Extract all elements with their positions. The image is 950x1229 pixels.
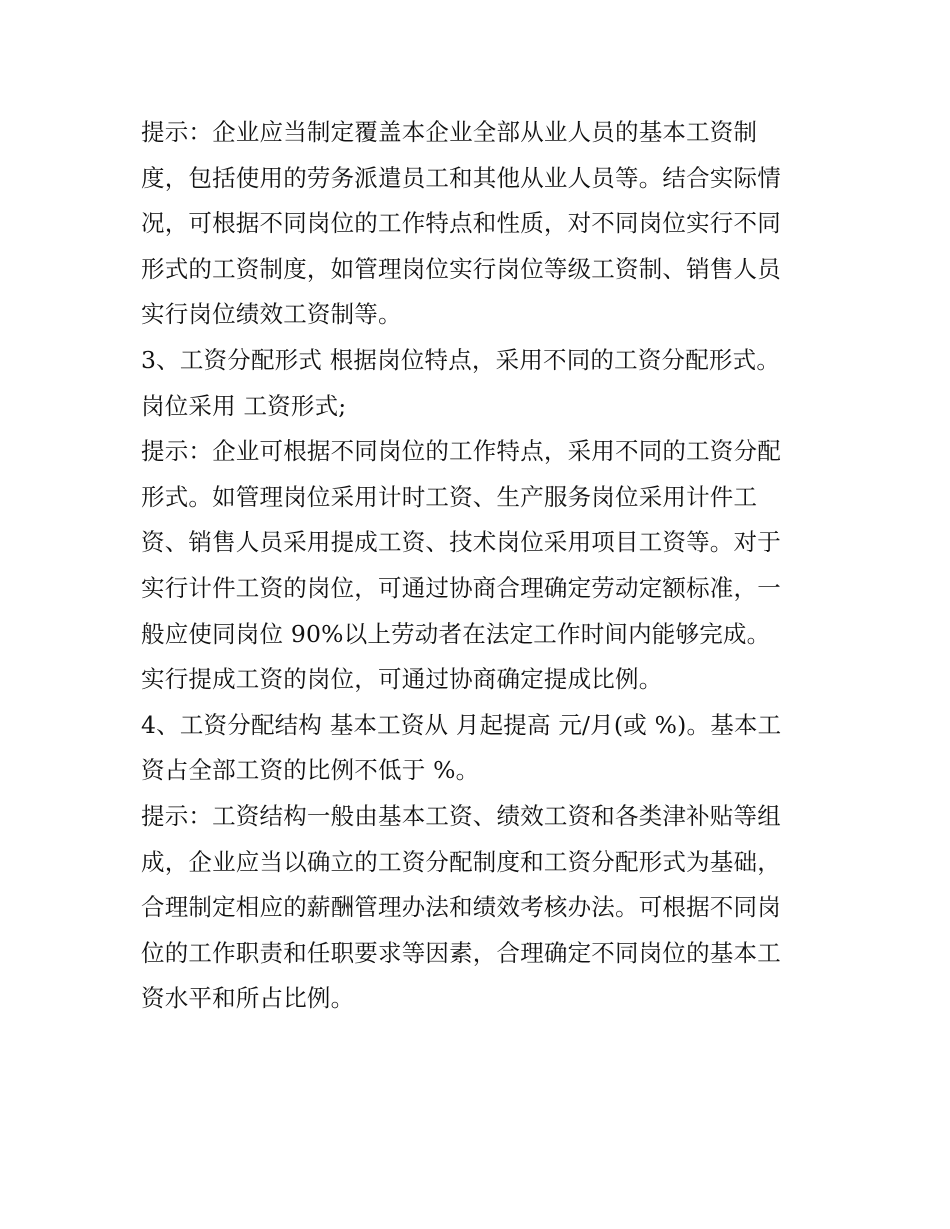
text-line: 般应使同岗位 90%以上劳动者在法定工作时间内能够完成。 [141, 619, 771, 648]
text-line: 资占全部工资的比例不低于 %。 [141, 756, 480, 785]
text-line: 度，包括使用的劳务派遣员工和其他从业人员等。结合实际情 [141, 163, 781, 192]
text-line: 实行提成工资的岗位，可通过协商确定提成比例。 [141, 665, 663, 694]
text-line: 成，企业应当以确立的工资分配制度和工资分配形式为基础， [141, 847, 781, 876]
text-line: 形式。如管理岗位采用计时工资、生产服务岗位采用计件工 [141, 482, 758, 511]
text-line: 提示：企业应当制定覆盖本企业全部从业人员的基本工资制 [141, 118, 758, 146]
section-heading-3: 3、工资分配形式 根据岗位特点，采用不同的工资分配形式。 [141, 345, 781, 374]
text-line: 形式的工资制度，如管理岗位实行岗位等级工资制、销售人员 [141, 254, 781, 283]
text-line: 实行计件工资的岗位，可通过协商合理确定劳动定额标准，一 [141, 573, 781, 602]
text-line: 提示：企业可根据不同岗位的工作特点，采用不同的工资分配 [141, 437, 781, 466]
text-line: 位的工作职责和任职要求等因素，合理确定不同岗位的基本工 [141, 938, 781, 967]
section-heading-4: 4、工资分配结构 基本工资从 月起提高 元/月(或 %)。基本工 [141, 710, 782, 739]
document-body [141, 110, 813, 1022]
text-line: 提示：工资结构一般由基本工资、绩效工资和各类津补贴等组 [141, 801, 781, 830]
text-line: 合理制定相应的薪酬管理办法和绩效考核办法。可根据不同岗 [141, 893, 781, 922]
text-line: 况，可根据不同岗位的工作特点和性质，对不同岗位实行不同 [141, 209, 781, 238]
text-line: 资、销售人员采用提成工资、技术岗位采用项目工资等。对于 [141, 528, 781, 557]
text-line: 岗位采用 工资形式; [141, 391, 347, 420]
text-line: 资水平和所占比例。 [141, 984, 355, 1013]
text-line: 实行岗位绩效工资制等。 [141, 300, 402, 329]
